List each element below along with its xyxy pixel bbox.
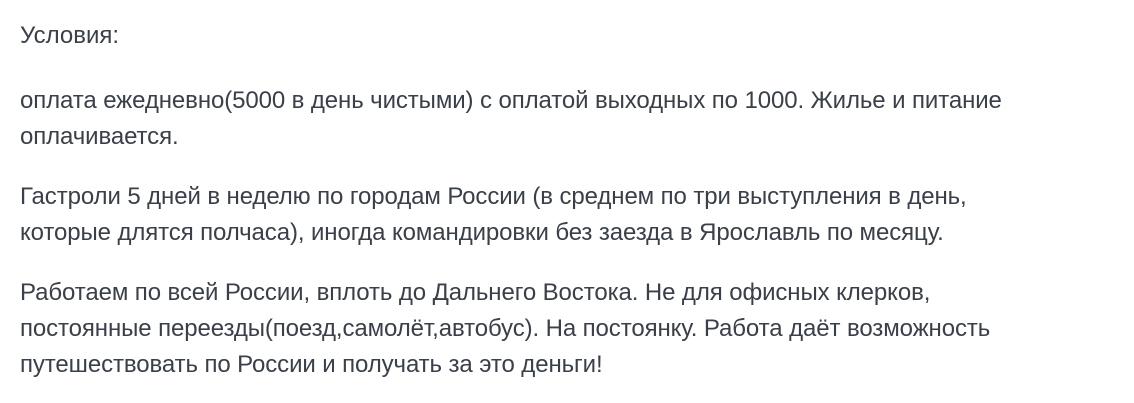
text-line: Гастроли 5 дней в неделю по городам России (в среднем по три выступления в день, bbox=[20, 183, 967, 210]
text-line: оплачивается. bbox=[20, 123, 179, 150]
paragraph-pay bbox=[20, 83, 1134, 155]
paragraph-travel bbox=[20, 275, 1134, 383]
paragraph-tours bbox=[20, 179, 1134, 251]
conditions-heading: Условия: bbox=[20, 22, 120, 49]
text-line: оплата ежедневно(5000 в день чистыми) с оплатой выходных по 1000. Жилье и питание bbox=[20, 87, 1002, 114]
text-line: которые длятся полчаса), иногда командировки без заезда в Ярославль по месяцу. bbox=[20, 219, 944, 246]
text-line: постоянные переезды(поезд,самолёт,автобус). На постоянку. Работа даёт возможность bbox=[20, 315, 991, 342]
text-line: путешествовать по России и получать за это деньги! bbox=[20, 351, 603, 378]
text-line: Работаем по всей России, вплоть до Дальнего Востока. Не для офисных клерков, bbox=[20, 279, 931, 306]
